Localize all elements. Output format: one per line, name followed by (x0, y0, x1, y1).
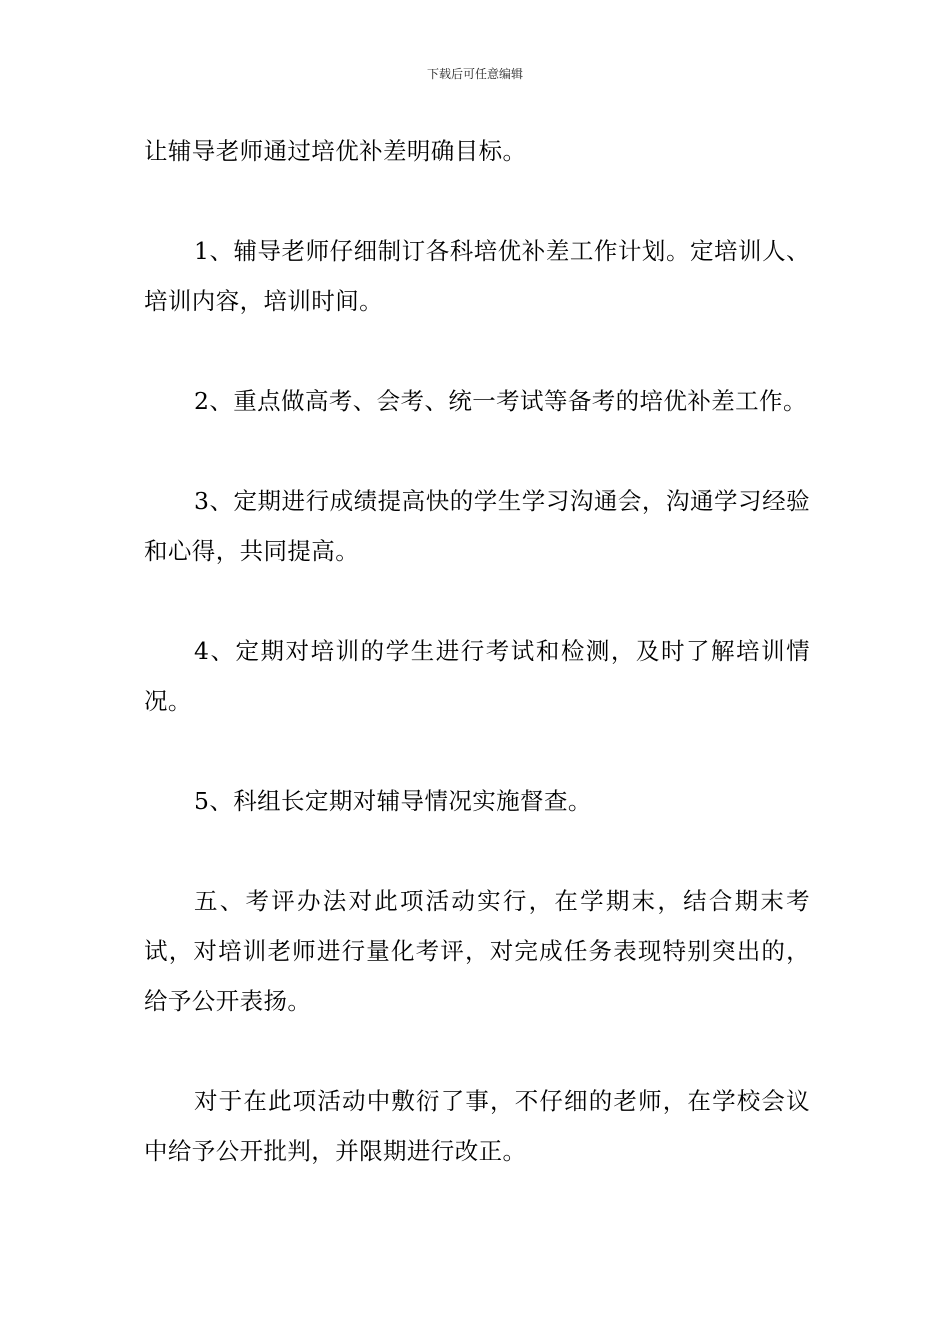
paragraph-goal: 让辅导老师通过培优补差明确目标。 (144, 137, 527, 165)
paragraph-evaluation: 五、考评办法对此项活动实行，在学期末，结合期末考试，对培训老师进行量化考评，对完成任务表现特别突出的，给予公开表扬。 (144, 887, 810, 1015)
page-header: 下载后可任意编辑 (426, 67, 523, 81)
document-body (144, 126, 810, 1226)
paragraph-item-4: 4、定期对培训的学生进行考试和检测，及时了解培训情况。 (144, 637, 810, 715)
paragraph-item-2: 2、重点做高考、会考、统一考试等备考的培优补差工作。 (194, 387, 807, 415)
paragraph-item-1: 1、辅导老师仔细制订各科培优补差工作计划。定培训人、培训内容，培训时间。 (144, 237, 810, 315)
paragraph-criticism: 对于在此项活动中敷衍了事，不仔细的老师，在学校会议中给予公开批判，并限期进行改正。 (144, 1087, 810, 1165)
paragraph-item-3: 3、定期进行成绩提高快的学生学习沟通会，沟通学习经验和心得，共同提高。 (144, 487, 810, 565)
paragraph-item-5: 5、科组长定期对辅导情况实施督查。 (194, 787, 592, 815)
